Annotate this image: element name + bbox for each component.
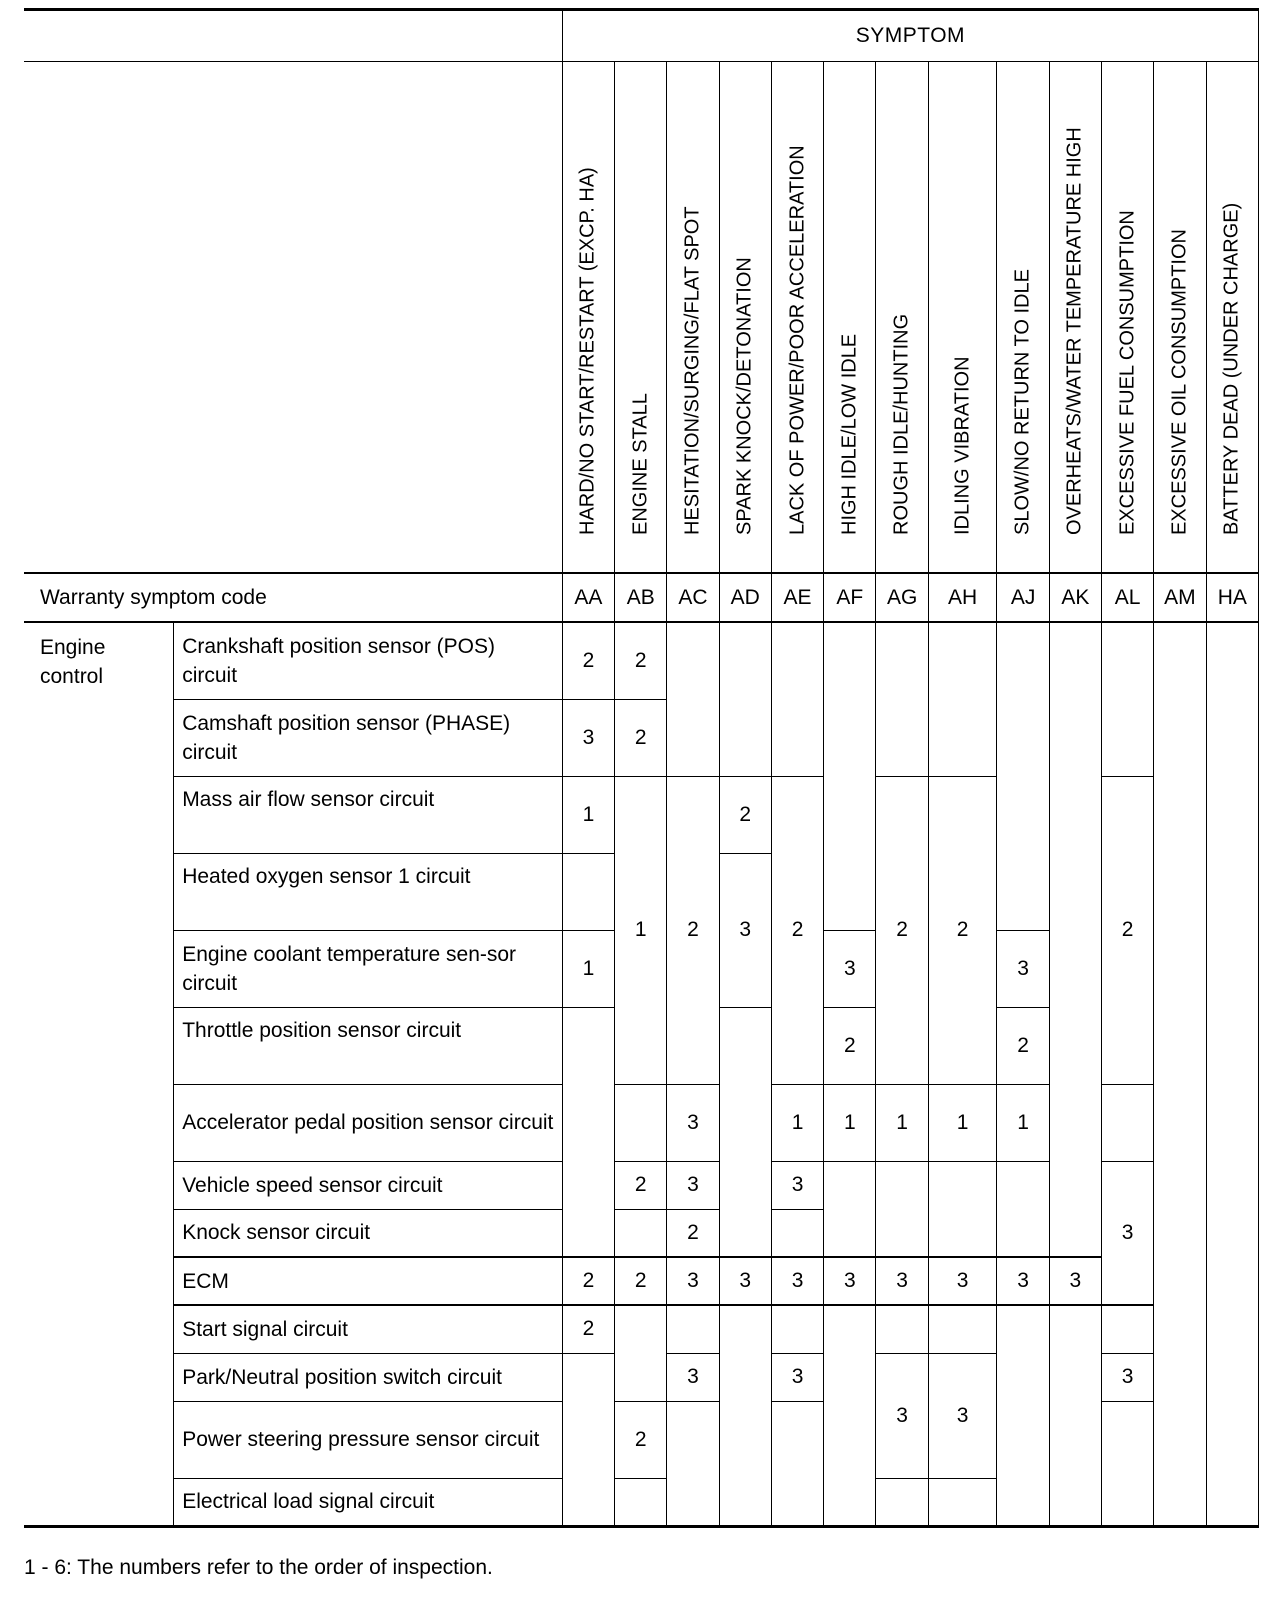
cell-value: 3 [562,699,614,776]
symptom-name: EXCESSIVE FUEL CONSUMPTION [1102,62,1154,574]
symptom-name: ROUGH IDLE/HUNTING [876,62,928,574]
cell-empty [615,1478,667,1526]
cell-value: 3 [1049,1257,1101,1305]
symptom-header: SYMPTOM [562,10,1258,62]
warranty-code: HA [1206,573,1258,622]
cell-value: 3 [997,930,1049,1007]
cell-empty [1049,1305,1101,1526]
cell-empty [997,622,1049,930]
cell-empty [928,622,997,776]
cell-empty [876,1161,928,1257]
cell-value: 2 [562,1257,614,1305]
symptom-name: OVERHEATS/WATER TEMPERATURE HIGH [1049,62,1101,574]
symptom-names-blank [24,62,562,574]
warranty-code: AJ [997,573,1049,622]
warranty-code: AB [615,573,667,622]
cell-value: 3 [1102,1353,1154,1401]
cell-value: 3 [1102,1161,1154,1305]
warranty-label: Warranty symptom code [24,573,562,622]
cell-value: 1 [824,1084,876,1161]
cell-empty [771,1401,823,1526]
cell-empty [876,622,928,776]
cell-empty [667,1305,719,1353]
item-ect-sensor: Engine coolant temperature sen-sor circuit [174,930,563,1007]
cell-value: 3 [719,853,771,1007]
footnote: 1 - 6: The numbers refer to the order of inspection. [24,1556,493,1579]
warranty-code: AC [667,573,719,622]
symptom-name: IDLING VIBRATION [928,62,997,574]
cell-empty [719,1007,771,1257]
item-crankshaft-sensor: Crankshaft position sensor (POS) circuit [174,622,563,699]
cell-value: 3 [771,1161,823,1209]
cell-empty [719,1305,771,1526]
cell-value: 2 [876,776,928,1084]
cell-value: 3 [719,1257,771,1305]
cell-value: 1 [997,1084,1049,1161]
cell-value: 2 [615,1257,667,1305]
group-label: Engine control [24,622,174,1526]
cell-empty [615,1084,667,1161]
cell-value: 1 [562,776,614,853]
symptom-name: SPARK KNOCK/DETONATION [719,62,771,574]
cell-value: 3 [928,1353,997,1478]
item-ho2s-sensor: Heated oxygen sensor 1 circuit [174,853,563,930]
header-blank [24,10,562,62]
cell-empty [1049,622,1101,1257]
cell-value: 2 [824,1007,876,1084]
item-maf-sensor: Mass air flow sensor circuit [174,776,563,853]
item-knock-sensor: Knock sensor circuit [174,1209,563,1257]
item-vss-sensor: Vehicle speed sensor circuit [174,1161,563,1209]
item-start-signal: Start signal circuit [174,1305,563,1353]
item-ecm: ECM [174,1257,563,1305]
cell-value: 1 [562,930,614,1007]
warranty-code: AA [562,573,614,622]
item-tps-sensor: Throttle position sensor circuit [174,1007,563,1084]
warranty-code: AF [824,573,876,622]
cell-empty [1102,1401,1154,1526]
cell-empty [1102,1305,1154,1353]
cell-value: 2 [1102,776,1154,1084]
cell-empty [876,1305,928,1353]
cell-value: 3 [667,1257,719,1305]
cell-empty [562,1353,614,1526]
cell-empty [719,622,771,776]
symptom-name: BATTERY DEAD (UNDER CHARGE) [1206,62,1258,574]
warranty-code: AL [1102,573,1154,622]
cell-value: 3 [824,930,876,1007]
cell-empty [876,1478,928,1526]
cell-value: 2 [667,776,719,1084]
cell-value: 2 [615,1401,667,1478]
cell-empty [1102,622,1154,776]
symptom-name: HESITATION/SURGING/FLAT SPOT [667,62,719,574]
symptom-name: SLOW/NO RETURN TO IDLE [997,62,1049,574]
cell-empty [824,1161,876,1257]
warranty-code: AE [771,573,823,622]
symptom-name: EXCESSIVE OIL CONSUMPTION [1154,62,1206,574]
cell-value: 2 [719,776,771,853]
cell-value: 2 [615,699,667,776]
cell-empty [824,622,876,930]
cell-empty [771,1305,823,1353]
symptom-name: LACK OF POWER/POOR ACCELERATION [771,62,823,574]
cell-value: 3 [928,1257,997,1305]
cell-value: 1 [771,1084,823,1161]
symptom-table [24,8,1259,1528]
item-electrical-load: Electrical load signal circuit [174,1478,563,1526]
cell-value: 1 [876,1084,928,1161]
cell-empty [667,1401,719,1526]
cell-value: 3 [771,1353,823,1401]
cell-empty [928,1478,997,1526]
item-app-sensor: Accelerator pedal position sensor circuit [174,1084,563,1161]
cell-empty [928,1161,997,1257]
cell-value: 2 [562,622,614,699]
cell-empty [997,1305,1049,1526]
cell-value: 3 [876,1353,928,1478]
cell-value: 2 [997,1007,1049,1084]
cell-value: 3 [667,1084,719,1161]
item-camshaft-sensor: Camshaft position sensor (PHASE) circuit [174,699,563,776]
cell-value: 3 [667,1353,719,1401]
cell-value: 2 [615,1161,667,1209]
cell-value: 3 [824,1257,876,1305]
cell-empty [1154,622,1206,1526]
cell-value: 2 [771,776,823,1084]
cell-empty [824,1305,876,1526]
cell-value: 1 [615,776,667,1084]
warranty-code: AM [1154,573,1206,622]
warranty-code: AD [719,573,771,622]
symptom-name: HARD/NO START/RESTART (EXCP. HA) [562,62,614,574]
warranty-code: AK [1049,573,1101,622]
cell-empty [562,1007,614,1257]
cell-value: 2 [928,776,997,1084]
cell-empty [615,1305,667,1401]
cell-empty [615,1209,667,1257]
warranty-code: AH [928,573,997,622]
item-psp-sensor: Power steering pressure sensor circuit [174,1401,563,1478]
cell-value: 3 [876,1257,928,1305]
cell-value: 3 [997,1257,1049,1305]
warranty-code: AG [876,573,928,622]
symptom-name: ENGINE STALL [615,62,667,574]
cell-value: 1 [928,1084,997,1161]
cell-empty [771,622,823,776]
cell-empty [771,1209,823,1257]
cell-empty [667,622,719,776]
cell-value: 2 [615,622,667,699]
item-pnp-switch: Park/Neutral position switch circuit [174,1353,563,1401]
cell-value: 3 [771,1257,823,1305]
cell-value: 3 [667,1161,719,1209]
cell-empty [1102,1084,1154,1161]
cell-empty [997,1161,1049,1257]
cell-empty [928,1305,997,1353]
symptom-name: HIGH IDLE/LOW IDLE [824,62,876,574]
cell-empty [562,853,614,930]
cell-value: 2 [667,1209,719,1257]
cell-empty [1206,622,1258,1526]
cell-value: 2 [562,1305,614,1353]
